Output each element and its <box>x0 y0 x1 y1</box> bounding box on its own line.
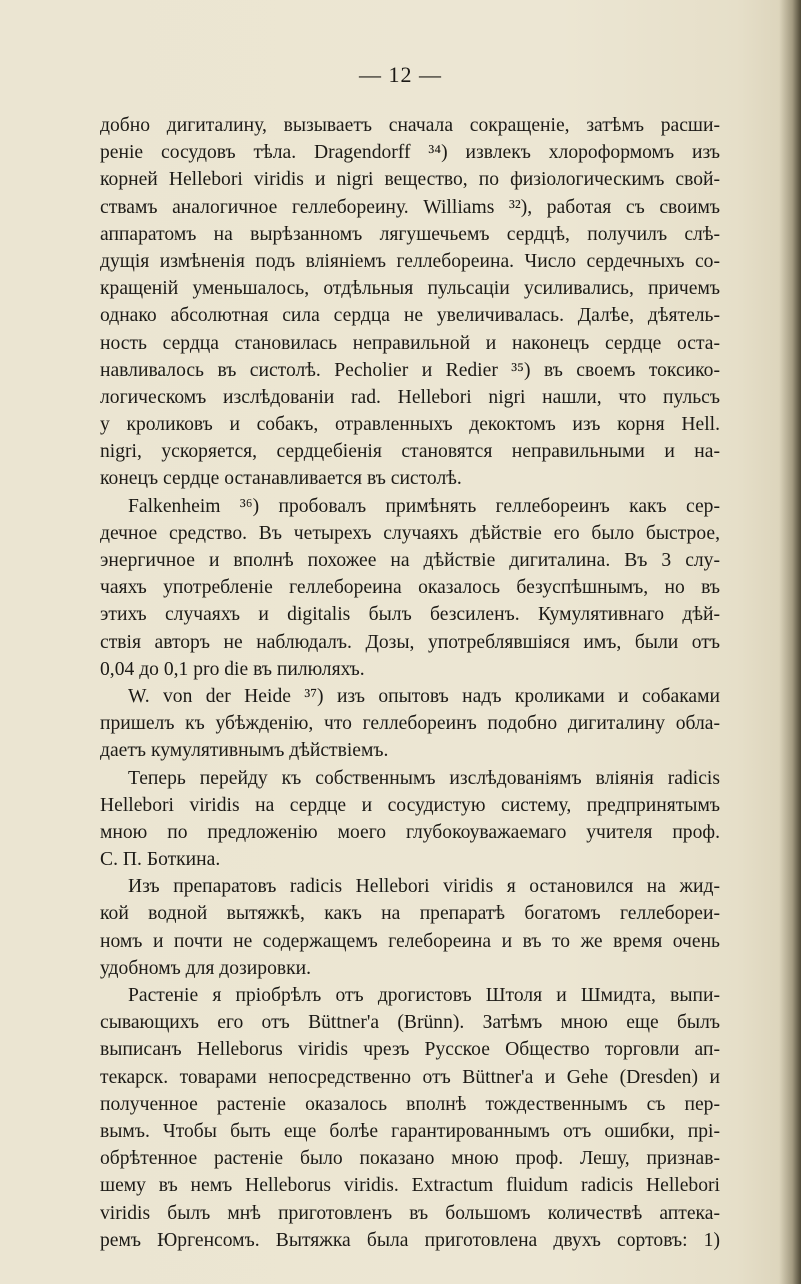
text-line: конецъ сердце останавливается въ систолѣ. <box>100 468 462 490</box>
page-edge-shadow <box>779 0 801 1284</box>
text-line: корней Helleborі virіdis и nigri вещество, по физіологическимъ свой- <box>100 169 720 191</box>
text-line: дечное средство. Въ четырехъ случаяхъ дѣйствіе его было быстрое, <box>100 522 720 544</box>
text-line: ствамъ аналогичное геллебореину. Williams ³²), работая съ своимъ <box>100 196 720 218</box>
text-line: навливалось въ систолѣ. Pecholier и Redier ³⁵) въ своемъ токсико- <box>100 359 720 381</box>
text-line: W. von der Heide ³⁷) изъ опытовъ надъ кроликами и собаками <box>128 685 720 707</box>
text-line: у кроликовъ и собакъ, отравленныхъ декоктомъ изъ корня Hell. <box>100 414 720 436</box>
text-line: вымъ. Чтобы быть еще болѣе гарантированнымъ отъ ошибки, прі- <box>100 1120 720 1142</box>
text-line: номъ и почти не содержащемъ гелебореина и въ то же время очень <box>100 930 720 952</box>
text-line: однако абсолютная сила сердца не увеличивалась. Далѣе, дѣятель- <box>100 305 720 327</box>
text-line: Теперь перейду къ собственнымъ изслѣдованіямъ вліянія radicis <box>128 767 720 789</box>
text-line: аппаратомъ на вырѣзанномъ лягушечьемъ сердцѣ, получилъ слѣ- <box>100 223 720 245</box>
text-line: пришелъ къ убѣжденію, что геллебореинъ подобно дигиталину обла- <box>100 713 720 735</box>
text-line: реніе сосудовъ тѣла. Dragendorff ³⁴) извлекъ хлороформомъ изъ <box>100 142 720 164</box>
text-line: ность сердца становилась неправильной и наконецъ сердце оста- <box>100 332 720 354</box>
text-line: чаяхъ употребленіе геллебореина оказалось безуспѣшнымъ, но въ <box>100 577 720 599</box>
text-line: viridis былъ мнѣ приготовленъ въ большомъ количествѣ аптека- <box>100 1202 720 1224</box>
text-line: добно дигиталину, вызываетъ сначала сокращеніе, затѣмъ расши- <box>100 115 720 136</box>
text-line: Hellebori viridis на сердце и сосудистую систему, предпринятымъ <box>100 794 720 816</box>
text-line: энергичное и вполнѣ похожее на дѣйствіе дигиталина. Въ 3 слу- <box>100 550 720 571</box>
page-number: — 12 — <box>359 62 442 87</box>
text-line: ремъ Юргенсомъ. Вытяжка была приготовлена двухъ сортовъ: 1) <box>100 1229 720 1251</box>
text-line: nigri, ускоряется, сердцебіенія становятся неправильными и на- <box>100 441 720 463</box>
text-line: удобномъ для дозировки. <box>100 957 312 979</box>
text-line: текарск. товарами непосредственно отъ Büttner'а и Gehe (Dresden) и <box>100 1066 720 1088</box>
text-line: даетъ кумулятивнымъ дѣйствіемъ. <box>100 740 389 762</box>
text-line: кращеній уменьшалось, отдѣльныя пульсаціи усиливались, причемъ <box>100 278 720 300</box>
text-line: Растеніе я пріобрѣлъ отъ дрогистовъ Штоля и Шмидта, выпи- <box>128 985 720 1006</box>
text-line: Falkenheim ³⁶) пробовалъ примѣнять геллебореинъ какъ сер- <box>128 495 720 517</box>
body-text <box>100 112 720 1254</box>
text-line: мною по предложенію моего глубокоуважаемаго учителя проф. <box>100 821 720 843</box>
text-line: выписанъ Helleborus viridis чрезъ Русское Общество торговли ап- <box>100 1039 720 1061</box>
text-line: шему въ немъ Helleborus viridis. Extractum fluidum radicis Hellebori <box>100 1175 720 1197</box>
text-line: кой водной вытяжкѣ, какъ на препаратѣ богатомъ геллебореи- <box>100 903 720 925</box>
text-line: сывающихъ его отъ Büttner'а (Brünn). Затѣмъ мною еще былъ <box>100 1012 720 1034</box>
text-line: 0,04 до 0,1 pro die въ пилюляхъ. <box>100 658 365 680</box>
text-line: этихъ случаяхъ и digitalis былъ безсиленъ. Кумулятивнаго дѣй- <box>100 604 720 626</box>
text-line: С. П. Боткина. <box>100 849 221 871</box>
text-line: ствія авторъ не наблюдалъ. Дозы, употреблявшіяся имъ, были отъ <box>100 631 720 653</box>
text-line: Изъ препаратовъ radicis Hellebori viridis я остановился на жид- <box>128 876 720 898</box>
text-line: полученное растеніе оказалось вполнѣ тождественнымъ съ пер- <box>100 1093 720 1115</box>
text-line: обрѣтенное растеніе было показано мною проф. Лешу, признав- <box>100 1148 720 1170</box>
text-line: логическомъ изслѣдованіи rad. Helleborі nigri нашли, что пульсъ <box>100 386 720 408</box>
text-line: дущія измѣненія подъ вліяніемъ геллебореина. Число сердечныхъ со- <box>100 250 720 272</box>
